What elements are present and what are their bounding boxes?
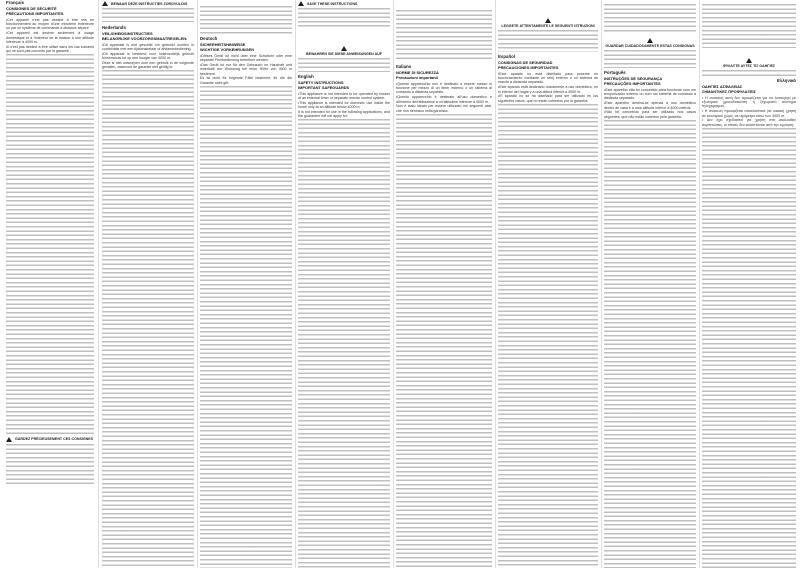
column-divider: [98, 0, 99, 568]
body-text-block: [6, 444, 94, 484]
language-label: Deutsch: [200, 36, 218, 41]
paragraph: • Η συσκευή προορίζεται αποκλειστικά για οικιακή χρήση σε εσωτερικό χώρο, σε υψόμετρο κάτω των 4000 m.: [702, 109, 796, 118]
warning-icon: [341, 46, 347, 51]
body-text-block: [298, 119, 390, 568]
column-english: [298, 0, 390, 568]
body-text-block: [102, 70, 194, 568]
paragraph: • Η συσκευή αυτή δεν προορίζεται για να λειτουργεί με εξωτερικό χρονοδιακόπτη ή ξεχωριστό σύστημα τηλεχειρισμού.: [702, 95, 796, 109]
paragraph: •El aparato no se ha diseñado para ser utilizado en los siguientes casos, que no están cubiertos por la garantía:: [498, 94, 598, 103]
save-instructions-banner: ΦΥΛΑΞΤΕ ΑΥΤΕΣ ΤΙΣ ΟΔΗΓΙΕΣ: [702, 58, 796, 68]
body-text-block: [498, 30, 598, 52]
paragraph: Es ist nicht für folgende Fälle bestimmt, für die die Garantie nicht gilt:: [200, 76, 292, 85]
paragraph: •Este aparato está destinado únicamente a uso doméstico, en el interior del hogar y a una altitud inferior a 4000 m.: [498, 85, 598, 94]
body-text-block: [702, 128, 796, 568]
column-dutch: [102, 0, 194, 568]
paragraph: •Das Gerät ist nur für den Gebrauch im Haushalt und innerhalb der Wohnung bei einer Höhe von 4000 m bestimmt.: [200, 63, 292, 76]
section-subheading: PRECAUCIONES IMPORTANTES: [498, 65, 559, 71]
paragraph: It is not intended for use in the following applications, and the guarantee will not apply for:: [298, 110, 390, 119]
body-text-block: [604, 4, 696, 34]
section-heading: SAFETY INSTRUCTIONS: [298, 80, 344, 85]
section-subheading: PRÉCAUTIONS IMPORTANTES: [6, 11, 64, 17]
column-greek: [702, 0, 796, 568]
paragraph: Deze is niet ontworpen voor een gebruik in de volgende gevallen, waarvoor de garantie niet geldig is:: [102, 61, 194, 70]
save-instructions-banner: LEGGETE ATTENTAMENTE LE SEGUENTI ISTRUZIONI: [498, 18, 598, 28]
language-label: Español: [498, 54, 516, 59]
paragraph: •Il n'est pas destiné à être utilisé dans les cas suivants qui ne sont pas couverts par la garantie :: [6, 44, 94, 54]
paragraph: •Cet appareil est destiné seulement à usage domestique et à l'intérieur de la maison à une altitude inférieure à 4000 m.: [6, 31, 94, 44]
german-save-banner: BEWAHREN SIE DIESE ANWEISUNGEN AUF: [298, 46, 390, 56]
column-portuguese: [604, 0, 696, 568]
column-italian: [396, 0, 492, 568]
section-subheading: IMPORTANT SAFEGUARDS: [298, 85, 350, 91]
paragraph: •This appliance is not intended to be operated by means of an external timer or separate remote control system.: [298, 91, 390, 101]
body-text-block: [200, 6, 292, 34]
section-heading: CONSIGNES DE SÉCURITÉ: [6, 6, 57, 11]
section-subheading: Precauzioni importanti: [396, 75, 438, 81]
section-heading: VEILIGHEIDSINSTRUCTIES: [102, 31, 153, 36]
section-subheading: WICHTIGE VORKEHRUNGEN: [200, 47, 255, 53]
body-text-block: [298, 8, 390, 28]
body-text-block: [396, 10, 492, 60]
paragraph: •Questo apparecchio non è destinato a essere messo in funzione per mezzo di un timer esterno o un sistema di comando a distanza separato.: [396, 81, 492, 95]
warning-icon: [298, 1, 304, 6]
section-heading: CONSIGNAS DE SEGURIDAD: [498, 60, 553, 65]
column-divider: [699, 0, 700, 568]
column-divider: [295, 0, 296, 568]
warning-icon: [545, 18, 551, 23]
warning-icon: [647, 38, 653, 43]
language-label: English: [298, 74, 314, 79]
body-text-block: [702, 4, 796, 48]
warning-icon: [746, 58, 752, 63]
section-heading: INSTRUÇÕES DE SEGURANÇA: [604, 76, 663, 81]
column-divider: [601, 0, 602, 568]
paragraph: •Dieses Gerät ist nicht über eine Schaltuhr oder eine separate Fernbedienung betrieben werden.: [200, 53, 292, 63]
column-spanish: [498, 0, 598, 568]
column-divider: [197, 0, 198, 568]
paragraph: •Cet appareil n'est pas destiné à être mis en fonctionnement au moyen d'une minuterie extérieure ou par un système de commande à distance séparé.: [6, 17, 94, 31]
paragraph: •Este aparato no está diseñado para ponerse en funcionamiento mediante un reloj externo o un sistema de mando a distancia separado.: [498, 71, 598, 85]
warning-icon: [6, 437, 12, 442]
paragraph: •This appliance is intended for domestic use inside the home only at an altitude below 4000 m.: [298, 101, 390, 110]
body-text-block: [604, 120, 696, 568]
language-label: Ελληνικά: [776, 78, 796, 83]
body-text-block: [396, 114, 492, 568]
save-instructions-banner: SAVE THESE INSTRUCTIONS: [298, 1, 390, 6]
language-label: Français: [6, 0, 25, 5]
paragraph: •Questo apparecchio è destinato all'uso domestico e all'interno dell'abitazione a un'altitudine inferiore a 4000 m.: [396, 95, 492, 104]
section-subheading: PRECAUÇÕES IMPORTANTES: [604, 81, 661, 87]
save-instructions-banner: BEWAAR DEZE INSTRUCTIES ZORGVULDIG: [102, 1, 194, 6]
paragraph: •Este aparelho destina-se apenas a uso doméstico dentro de casa e a uma altitude inferior a 4000 metros.: [604, 101, 696, 110]
warning-icon: [102, 1, 108, 6]
section-subheading: ΣΗΜΑΝΤΙΚΕΣ ΠΡΟΦΥΛΑΞΕΙΣ: [702, 89, 756, 95]
section-subheading: BELANGRIJKE VOORZORGSMAATREGELEN:: [102, 36, 188, 42]
body-text-block: [702, 70, 796, 76]
section-heading: SICHERHEITSHINWEISE: [200, 42, 246, 47]
language-label: Português: [604, 70, 626, 75]
column-french: [6, 0, 94, 568]
body-text-block: [498, 104, 598, 568]
paragraph: •Este aparelho não foi concebido para funcionar com um temporizador externo ou com um sistema de comando à distância separado.: [604, 87, 696, 101]
paragraph: •Não foi concebido para ser utilizado nos casos seguintes, que não estão cobertos pela garantia:: [604, 110, 696, 119]
body-text-block: [102, 8, 194, 22]
language-label: Nederlands: [102, 25, 126, 30]
section-heading: ΟΔΗΓΙΕΣ ΑΣΦΑΛΕΙΑΣ: [702, 84, 743, 89]
paragraph: Non è stato ideato per essere utilizzato nei seguenti casi, che non rientrano nella garanzia:: [396, 104, 492, 113]
language-label: Italiano: [396, 64, 412, 69]
save-instructions-banner: GUARDAR CUIDADOSAMENTE ESTAS CONSIGNAS: [604, 38, 696, 48]
save-instructions-banner: GARDEZ PRÉCIEUSEMENT CES CONSIGNES: [6, 437, 94, 442]
body-text-block: [6, 54, 94, 434]
section-heading: NORME DI SICUREZZA: [396, 70, 439, 75]
paragraph: •Dit apparaat is bestemd voor huishoudelijk gebruik binnenshuis tot op een hoogte van 4000 m.: [102, 52, 194, 61]
column-divider: [393, 0, 394, 568]
paragraph: •Dit apparaat is niet geschikt om gebruikt worden in combinatie met een tijdschakelaar of afstandsbediening.: [102, 42, 194, 52]
body-text-block: [298, 58, 390, 72]
body-text-block: [200, 86, 292, 568]
column-divider: [495, 0, 496, 568]
column-german: [200, 0, 292, 568]
paragraph: • Δεν έχει σχεδιαστεί για χρήση στις ακόλουθες περιπτώσεις, οι οποίες δεν καλύπτονται από την εγγύηση:: [702, 118, 796, 127]
body-text-block: [604, 50, 696, 68]
